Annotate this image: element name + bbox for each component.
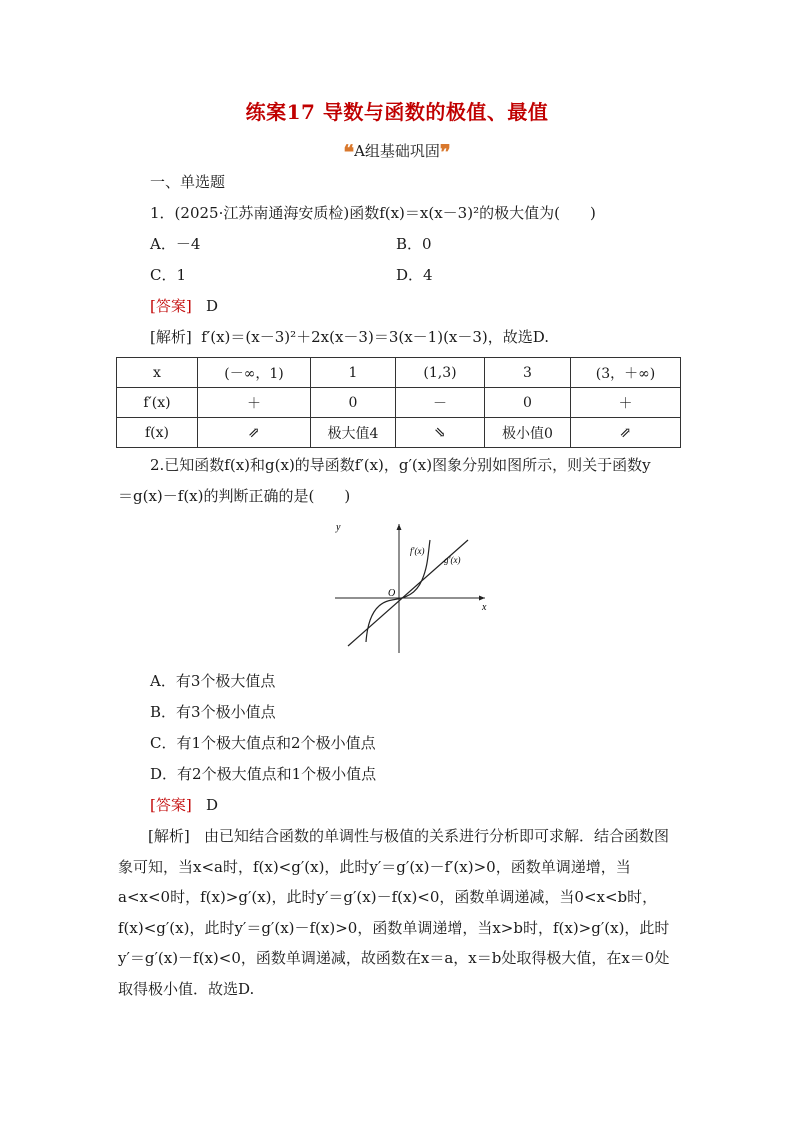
answer-label: [答案]: [150, 297, 192, 315]
analysis-label: [解析]: [148, 827, 190, 845]
table-cell: ＋: [571, 388, 681, 418]
table-cell: ⇘: [396, 418, 485, 448]
y-axis-arrow-icon: [397, 524, 402, 530]
page-title: 练案17 导数与函数的极值、最值: [245, 100, 549, 124]
q2-answer: [150, 795, 218, 815]
table-cell: 0: [485, 388, 571, 418]
analysis-text: f′(x)＝(x－3)²＋2x(x－3)＝3(x－1)(x－3)，故选D.: [201, 328, 550, 346]
derivative-graph: [330, 518, 495, 658]
q2-option-c: C．有1个极大值点和2个极小值点: [150, 734, 376, 752]
table-cell: 0: [311, 388, 396, 418]
table-cell: f(x): [117, 418, 198, 448]
table-cell: 极大值4: [311, 418, 396, 448]
analysis-label: [解析]: [150, 328, 192, 346]
y-axis-label: y: [336, 522, 341, 533]
q2-stem-line2: ＝g(x)－f(x)的判断正确的是( ): [118, 487, 351, 505]
q2-stem-line1: 2.已知函数f(x)和g(x)的导函数f′(x)，g′(x)图象分别如图所示，则关于函数y: [150, 456, 651, 474]
table-cell: (－∞，1): [198, 358, 311, 388]
q2-option-b: B．有3个极小值点: [150, 703, 276, 721]
analysis-text: 由已知结合函数的单调性与极值的关系进行分析即可求解．结合函数图象可知，当x<a时，f(x)<g′(x)，此时y′＝g′(x)－f′(x)>0，函数单调递增，当a<x<0时，f(x)>g′(x)，此时y′＝g′(x)－f(x)<0，函数单调递减，当0<x<b时，f(x)<g′(x)，此时y′＝g′(x)－f(x)>0，函数单调递增，当x>b时，f(x)>g′(x)，此时y′＝g′(x)－f(x)<0，函数单调递减，故函数在x＝a，x＝b处取得极大值，在x＝0处取得极小值．故选D.: [118, 827, 670, 998]
table-cell: x: [117, 358, 198, 388]
q1-analysis: [150, 327, 549, 347]
answer-value: D: [206, 297, 219, 315]
table-row: [117, 388, 681, 418]
close-quote-icon: ❞: [439, 140, 451, 164]
q2-option-a: A．有3个极大值点: [150, 672, 276, 690]
q2-option-d: D．有2个极大值点和1个极小值点: [150, 765, 377, 783]
table-cell: ⇗: [198, 418, 311, 448]
table-cell: (1,3): [396, 358, 485, 388]
sign-table: [116, 357, 681, 448]
q1-option-d: D．4: [396, 266, 433, 284]
origin-label: O: [388, 588, 396, 599]
table-cell: ＋: [198, 388, 311, 418]
table-cell: ⇗: [571, 418, 681, 448]
q1-stem: 1．(2025·江苏南通海安质检)函数f(x)＝x(x－3)²的极大值为( ): [150, 204, 596, 222]
open-quote-icon: ❝: [343, 140, 355, 164]
x-axis-label: x: [482, 602, 487, 613]
f-prime-label: f′(x): [410, 546, 425, 556]
q1-answer: [150, 296, 218, 316]
table-cell: 1: [311, 358, 396, 388]
table-cell: f′(x): [117, 388, 198, 418]
table-cell: －: [396, 388, 485, 418]
q1-option-b: B．0: [396, 235, 432, 253]
section-heading: 一、单选题: [150, 173, 226, 191]
table-cell: (3，＋∞): [571, 358, 681, 388]
table-cell: 3: [485, 358, 571, 388]
table-cell: 极小值0: [485, 418, 571, 448]
answer-label: [答案]: [150, 796, 192, 814]
table-row: [117, 358, 681, 388]
table-row: [117, 418, 681, 448]
g-prime-label: g′(x): [444, 555, 461, 565]
q2-analysis: [118, 821, 678, 1004]
section-label: A组基础巩固: [354, 142, 440, 160]
x-axis-arrow-icon: [479, 596, 485, 601]
answer-value: D: [206, 796, 219, 814]
section-badge: [0, 140, 794, 164]
q1-option-c: C．1: [150, 266, 187, 284]
q1-option-a: A．－4: [150, 235, 201, 253]
